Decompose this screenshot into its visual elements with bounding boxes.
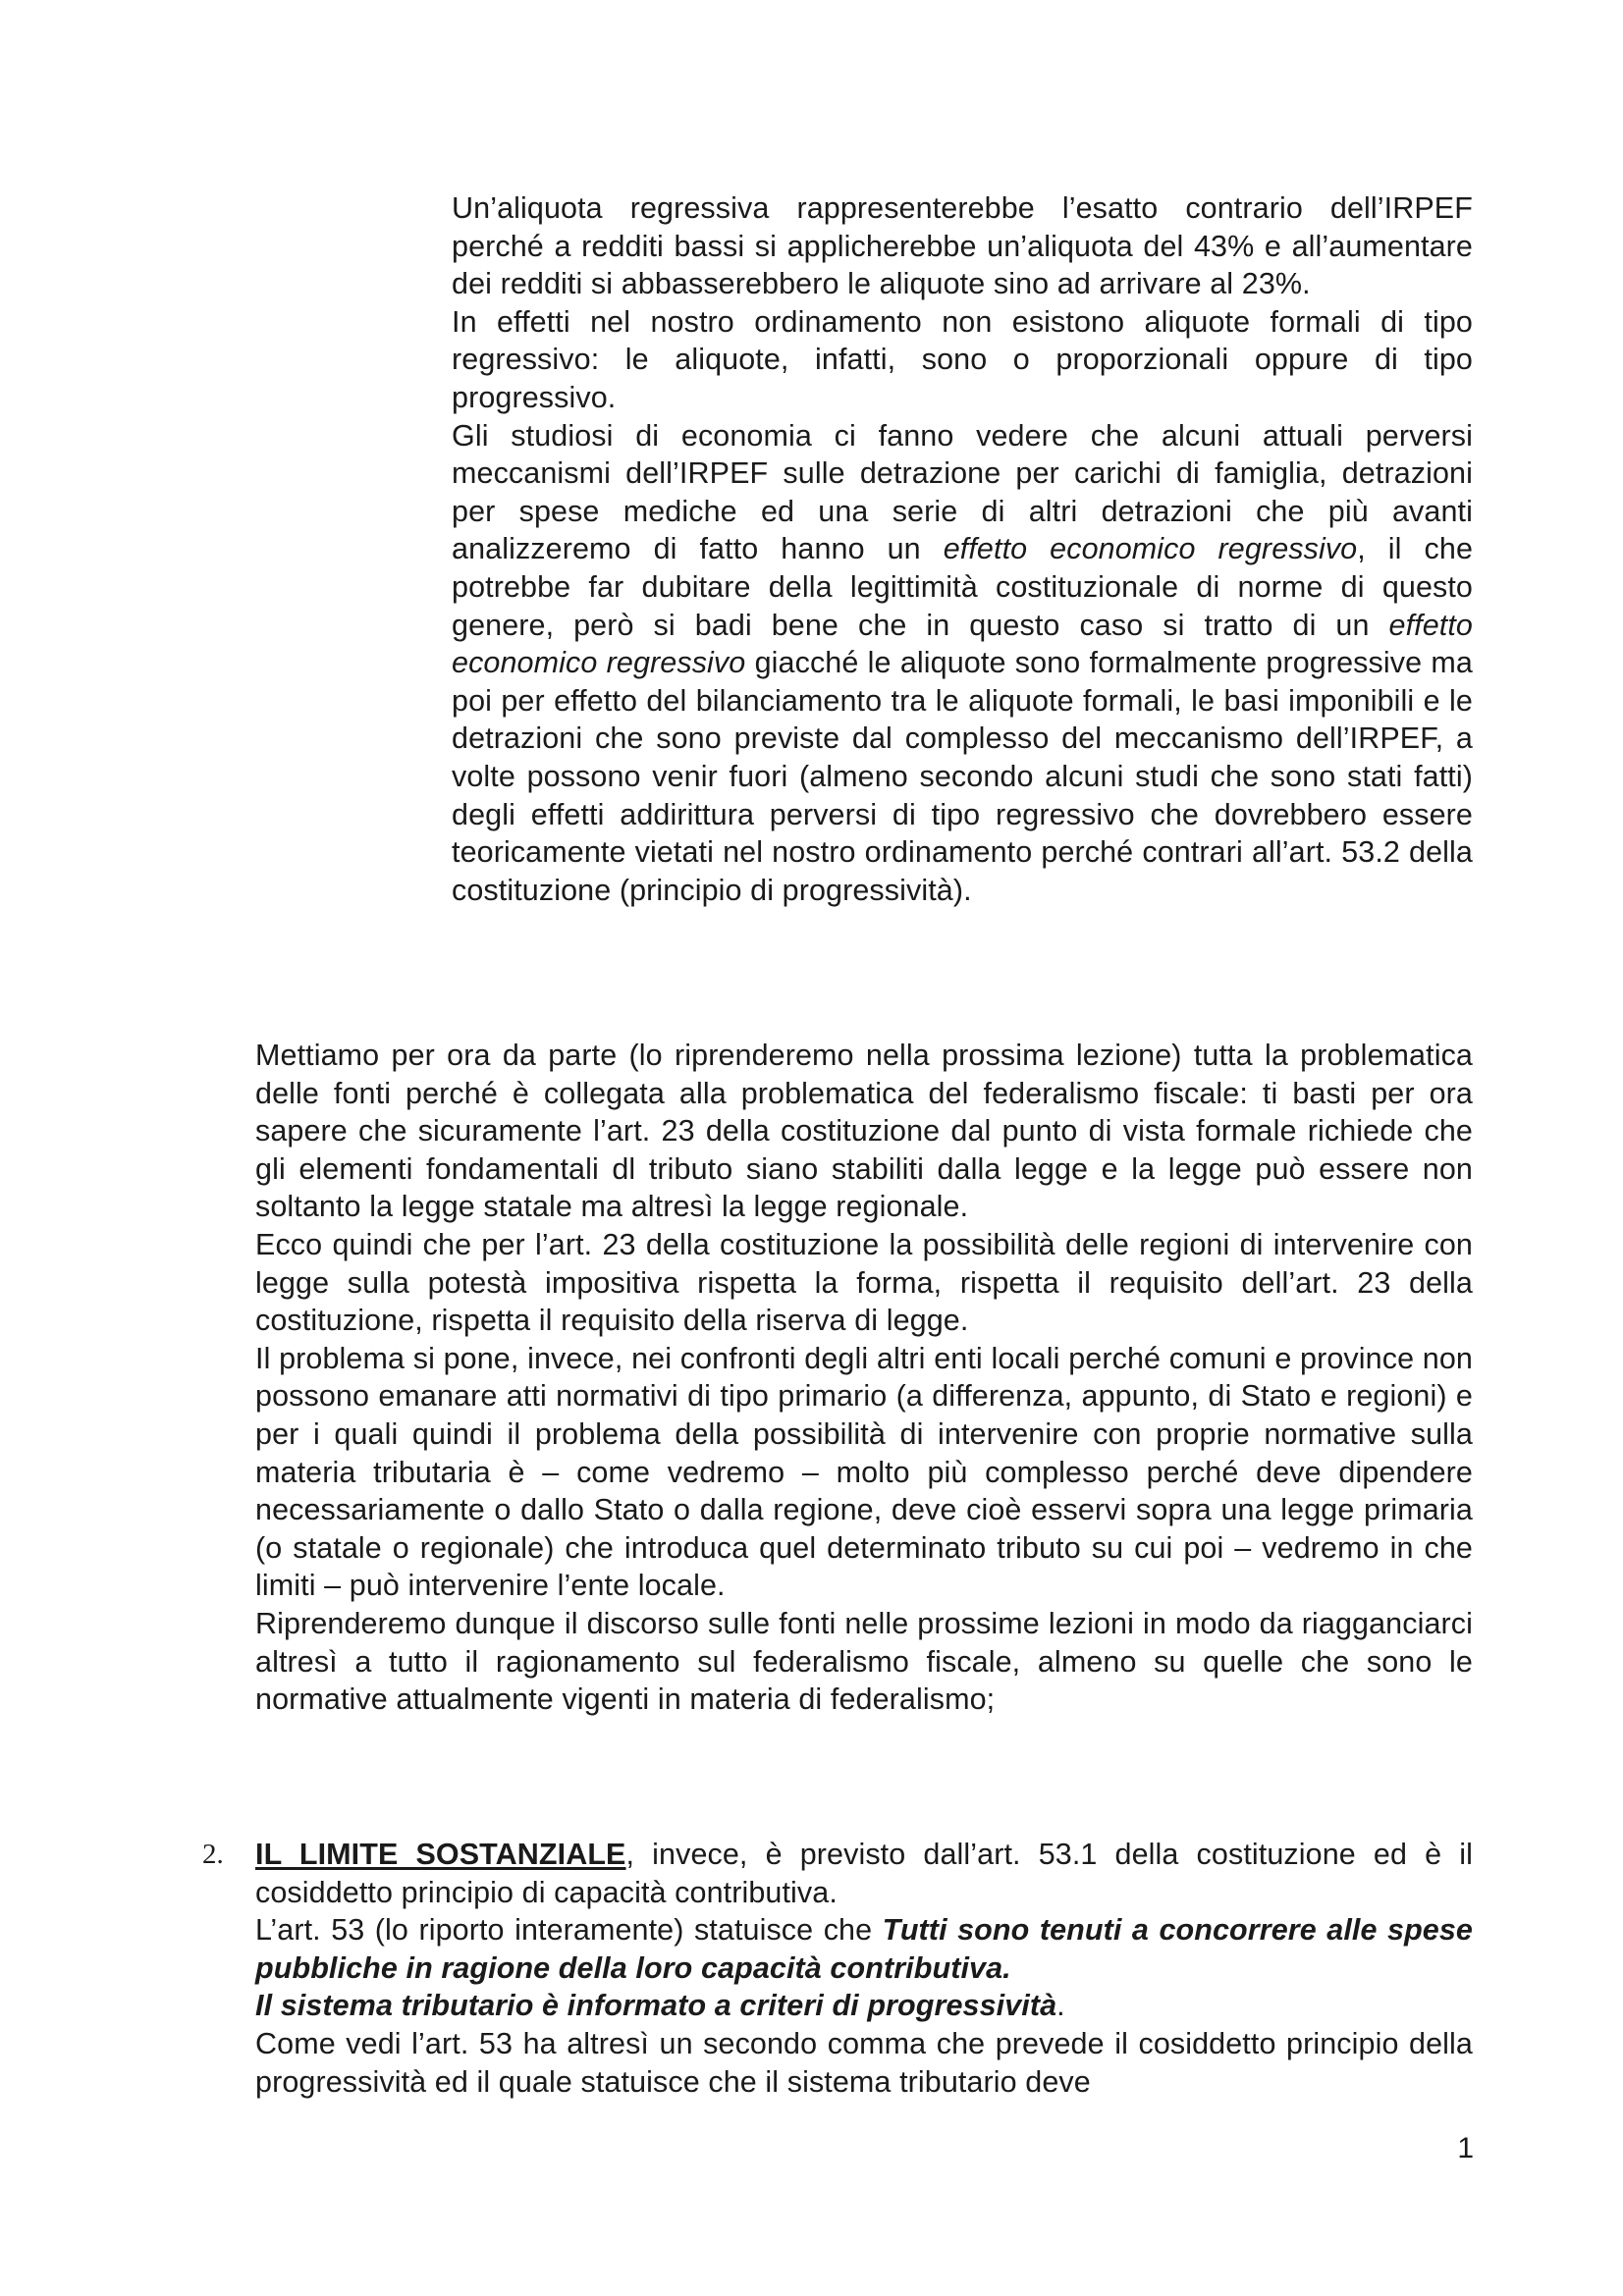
paragraph-local-entities: Il problema si pone, invece, nei confronti degli altri enti locali perché comuni e province non possono emanare atti normativi di tipo primario (a differenza, appunto, di Stato e regioni) e per i quali quindi il problema della possibilità di intervenire con proprie normative sulla materia tributaria è – come vedremo – molto più complesso perché deve dipendere necessariamente o dallo Stato o dalla regione, deve cioè esservi sopra una legge primaria (o statale o regionale) che introduca quel determinato tributo su cui poi – vedremo in che limiti – può intervenire l’ente locale.: [255, 1341, 1473, 1603]
text-run: L’art. 53 (lo riporto interamente) statuisce che: [255, 1913, 883, 1948]
quote-line: Tutti sono tenuti a concorrere alle spese pubbliche in ragione della loro capacità contributiva.: [255, 1913, 1473, 1985]
list-number: 2.: [202, 1839, 224, 1870]
paragraph-sources: Mettiamo per ora da parte (lo riprenderemo nella prossima lezione) tutta la problematica delle fonti perché è collegata alla problematica del federalismo fiscale: ti basti per ora sapere che sicuramente l’art. 23 della costituzione dal punto di vista formale richiede che gli elementi fondamentali dl tributo siano stabiliti dalla legge e la legge può essere non soltanto la legge statale ma altresì la legge regionale.: [255, 1039, 1473, 1224]
list-item-substantial-limit: [255, 1836, 1473, 2101]
paragraph-art-23: Ecco quindi che per l’art. 23 della costituzione la possibilità delle regioni di intervenire con legge sulla potestà impositiva rispetta la forma, rispetta il requisito dell’art. 23 della costituzione, rispetta il requisito della riserva di legge.: [255, 1227, 1473, 1338]
quote-intro-paragraph: [255, 1911, 1473, 1987]
paragraph-progressivity: Come vedi l’art. 53 ha altresì un secondo comma che prevede il cosiddetto principio della progressività ed il quale statuisce che il sistema tributario deve: [255, 2026, 1473, 2099]
italic-phrase: effetto economico regressivo: [452, 608, 1473, 680]
text-run: .: [1056, 1989, 1065, 2023]
indented-section: [452, 189, 1473, 909]
paragraph-regressive-rate: Un’aliquota regressiva rappresenterebbe l’esatto contrario dell’IRPEF perché a redditi bassi si applicherebbe un’aliquota del 43% e all’aumentare dei redditi si abbasserebbero le aliquote sino ad arrivare al 23%.: [452, 191, 1473, 301]
section-heading: IL LIMITE SOSTANZIALE: [255, 1838, 626, 1871]
text-run: Gli studiosi di economia ci fanno vedere che alcuni attuali perversi meccanismi dell’IRPEF sulle detrazione per carichi di famiglia, detrazioni per spese mediche ed una serie di altri detrazioni che più avanti analizzeremo di fatto hanno un: [452, 418, 1473, 566]
quote-line: Il sistema tributario è informato a criteri di progressività: [255, 1989, 1057, 2023]
text-run: giacché le aliquote sono formalmente progressive ma poi per effetto del bilanciamento tra le aliquote formali, le basi imponibili e le detrazioni che sono previste dal complesso del meccanismo dell’IRPEF, a volte possono venir fuori (almeno secondo alcuni studi che sono stati fatti) degli effetti addirittura perversi di tipo regressivo che dovrebbero essere teoricamente vietati nel nostro ordinamento perché contrari all’art. 53.2 della costituzione (principio di progressività).: [452, 646, 1473, 907]
paragraph-economic-effect: [452, 417, 1473, 910]
italic-phrase: effetto economico regressivo: [943, 532, 1358, 566]
paragraph-federalism: Riprenderemo dunque il discorso sulle fonti nelle prossime lezioni in modo da riagganciarci altresì a tutto il ragionamento sul federalismo fiscale, almeno su quelle che sono le normative attualmente vigenti in materia di federalismo;: [255, 1606, 1473, 1717]
paragraph-formal-rates: In effetti nel nostro ordinamento non esistono aliquote formali di tipo regressivo: le aliquote, infatti, sono o proporzionali oppure di tipo progressivo.: [452, 304, 1473, 414]
main-section: [255, 1037, 1473, 1719]
quote-second-line: [255, 1987, 1473, 2025]
text-run: , il che potrebbe far dubitare della legittimità costituzionale di norme di questo genere, però si badi bene che in questo caso si tratto di un: [452, 532, 1474, 642]
text-run: , invece, è previsto dall’art. 53.1 della costituzione ed è il cosiddetto principio di capacità contributiva.: [255, 1838, 1474, 1909]
page-number: 1: [1457, 2132, 1474, 2164]
list-item-heading-paragraph: [255, 1836, 1473, 1911]
